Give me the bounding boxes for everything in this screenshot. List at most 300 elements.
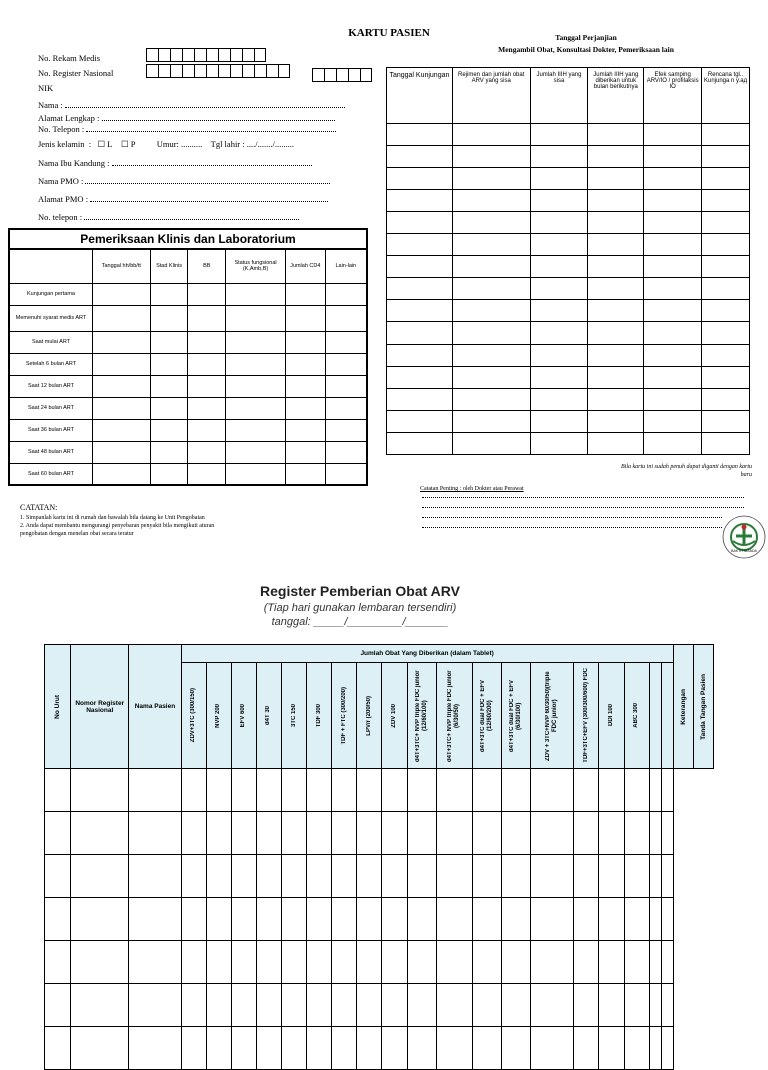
clinical-cell[interactable] [93,375,151,397]
visit-cell[interactable] [452,367,530,389]
visit-cell[interactable] [387,146,453,168]
alamat-field[interactable]: Alamat Lengkap : [38,112,335,124]
register-cell[interactable] [282,812,307,855]
register-cell[interactable] [649,984,661,1027]
rekam-medis-boxes[interactable] [146,48,266,62]
gender-l-checkbox[interactable]: ☐ L [97,139,113,149]
visit-cell[interactable] [530,278,588,300]
visit-cell[interactable] [702,411,750,433]
visit-cell[interactable] [452,433,530,455]
clinical-cell[interactable] [93,419,151,441]
visit-cell[interactable] [387,212,453,234]
register-cell[interactable] [407,984,436,1027]
clinical-cell[interactable] [325,419,367,441]
visit-cell[interactable] [588,389,644,411]
register-cell[interactable] [599,984,624,1027]
visit-cell[interactable] [702,433,750,455]
telepon-field[interactable]: No. Telepon : [38,123,336,135]
register-cell[interactable] [357,812,382,855]
register-cell[interactable] [181,984,206,1027]
visit-cell[interactable] [387,168,453,190]
clinical-cell[interactable] [150,463,188,485]
clinical-cell[interactable] [285,463,325,485]
register-cell[interactable] [332,1027,357,1070]
register-cell[interactable] [472,1027,501,1070]
visit-cell[interactable] [588,146,644,168]
register-cell[interactable] [436,941,472,984]
ibu-field[interactable]: Nama Ibu Kandung : [38,157,312,169]
register-cell[interactable] [45,855,71,898]
register-cell[interactable] [531,941,574,984]
register-cell[interactable] [574,984,599,1027]
register-cell[interactable] [129,941,181,984]
register-cell[interactable] [45,898,71,941]
register-cell[interactable] [382,898,407,941]
register-cell[interactable] [282,984,307,1027]
clinical-cell[interactable] [285,441,325,463]
register-cell[interactable] [307,769,332,812]
visit-cell[interactable] [452,300,530,322]
register-cell[interactable] [382,984,407,1027]
clinical-cell[interactable] [150,353,188,375]
visit-cell[interactable] [702,146,750,168]
register-cell[interactable] [71,984,129,1027]
register-cell[interactable] [407,898,436,941]
register-cell[interactable] [129,984,181,1027]
visit-cell[interactable] [452,124,530,146]
visit-cell[interactable] [387,345,453,367]
clinical-cell[interactable] [150,419,188,441]
register-cell[interactable] [624,1027,649,1070]
visit-cell[interactable] [644,146,702,168]
clinical-cell[interactable] [188,305,226,331]
visit-cell[interactable] [702,278,750,300]
visit-cell[interactable] [588,322,644,345]
register-cell[interactable] [307,941,332,984]
visit-cell[interactable] [530,411,588,433]
clinical-cell[interactable] [226,283,286,305]
clinical-cell[interactable] [93,397,151,419]
visit-cell[interactable] [387,322,453,345]
register-cell[interactable] [256,898,281,941]
register-cell[interactable] [256,941,281,984]
register-cell[interactable] [574,941,599,984]
register-cell[interactable] [436,812,472,855]
visit-cell[interactable] [588,300,644,322]
register-cell[interactable] [407,855,436,898]
visit-cell[interactable] [588,345,644,367]
register-cell[interactable] [661,941,673,984]
register-cell[interactable] [282,1027,307,1070]
visit-cell[interactable] [702,190,750,212]
register-cell[interactable] [624,984,649,1027]
visit-cell[interactable] [387,389,453,411]
register-cell[interactable] [501,941,530,984]
clinical-cell[interactable] [325,441,367,463]
clinical-cell[interactable] [188,463,226,485]
register-cell[interactable] [181,812,206,855]
register-cell[interactable] [71,769,129,812]
visit-cell[interactable] [644,124,702,146]
register-cell[interactable] [599,1027,624,1070]
register-cell[interactable] [472,855,501,898]
register-cell[interactable] [531,984,574,1027]
clinical-cell[interactable] [325,305,367,331]
register-cell[interactable] [256,769,281,812]
visit-cell[interactable] [452,278,530,300]
visit-cell[interactable] [702,256,750,278]
register-cell[interactable] [256,1027,281,1070]
register-cell[interactable] [307,812,332,855]
visit-cell[interactable] [452,389,530,411]
visit-cell[interactable] [530,256,588,278]
register-cell[interactable] [357,1027,382,1070]
clinical-cell[interactable] [226,331,286,353]
register-cell[interactable] [206,941,231,984]
register-cell[interactable] [661,984,673,1027]
visit-cell[interactable] [588,256,644,278]
register-cell[interactable] [129,769,181,812]
visit-cell[interactable] [452,146,530,168]
visit-cell[interactable] [387,433,453,455]
register-cell[interactable] [574,1027,599,1070]
register-cell[interactable] [45,769,71,812]
register-cell[interactable] [282,941,307,984]
visit-cell[interactable] [702,168,750,190]
visit-cell[interactable] [387,234,453,256]
register-cell[interactable] [231,1027,256,1070]
clinical-cell[interactable] [188,353,226,375]
register-cell[interactable] [256,855,281,898]
register-cell[interactable] [332,941,357,984]
register-cell[interactable] [45,941,71,984]
register-cell[interactable] [501,898,530,941]
clinical-cell[interactable] [325,375,367,397]
visit-cell[interactable] [452,212,530,234]
register-cell[interactable] [181,855,206,898]
register-cell[interactable] [129,1027,181,1070]
register-cell[interactable] [574,855,599,898]
clinical-cell[interactable] [325,463,367,485]
register-cell[interactable] [599,898,624,941]
visit-cell[interactable] [644,212,702,234]
register-cell[interactable] [436,898,472,941]
visit-cell[interactable] [530,345,588,367]
gender-p-checkbox[interactable]: ☐ P [120,139,136,149]
visit-cell[interactable] [644,367,702,389]
register-cell[interactable] [436,1027,472,1070]
register-cell[interactable] [357,855,382,898]
register-cell[interactable] [71,855,129,898]
register-cell[interactable] [624,855,649,898]
visit-cell[interactable] [588,124,644,146]
register-cell[interactable] [332,984,357,1027]
register-cell[interactable] [624,941,649,984]
register-date-line[interactable]: tanggal: _____/_________/_______ [271,616,449,628]
visit-cell[interactable] [644,433,702,455]
visit-cell[interactable] [588,367,644,389]
clinical-cell[interactable] [150,397,188,419]
telepon2-field[interactable]: No. telepon : [38,211,299,223]
register-cell[interactable] [206,812,231,855]
visit-cell[interactable] [387,367,453,389]
visit-cell[interactable] [702,300,750,322]
register-cell[interactable] [599,941,624,984]
register-cell[interactable] [649,812,661,855]
visit-cell[interactable] [588,212,644,234]
clinical-cell[interactable] [325,331,367,353]
nama-field[interactable]: Nama : [38,99,345,111]
visit-cell[interactable] [452,345,530,367]
register-cell[interactable] [307,898,332,941]
register-cell[interactable] [45,984,71,1027]
register-cell[interactable] [382,812,407,855]
register-cell[interactable] [649,769,661,812]
register-cell[interactable] [407,812,436,855]
visit-cell[interactable] [644,389,702,411]
register-cell[interactable] [357,984,382,1027]
register-cell[interactable] [472,812,501,855]
register-cell[interactable] [282,769,307,812]
register-cell[interactable] [282,855,307,898]
clinical-cell[interactable] [93,463,151,485]
visit-cell[interactable] [702,345,750,367]
register-boxes[interactable] [146,64,290,78]
visit-cell[interactable] [452,322,530,345]
clinical-cell[interactable] [93,331,151,353]
clinical-cell[interactable] [188,375,226,397]
visit-cell[interactable] [452,411,530,433]
register-extra-boxes[interactable] [312,68,372,82]
clinical-cell[interactable] [285,305,325,331]
visit-cell[interactable] [588,278,644,300]
register-cell[interactable] [661,898,673,941]
register-cell[interactable] [71,941,129,984]
register-cell[interactable] [307,984,332,1027]
register-cell[interactable] [332,898,357,941]
register-cell[interactable] [231,984,256,1027]
visit-cell[interactable] [644,278,702,300]
clinical-cell[interactable] [188,331,226,353]
register-cell[interactable] [599,769,624,812]
visit-cell[interactable] [644,190,702,212]
visit-cell[interactable] [702,389,750,411]
register-cell[interactable] [472,941,501,984]
register-cell[interactable] [574,769,599,812]
register-cell[interactable] [181,769,206,812]
visit-cell[interactable] [588,433,644,455]
tgl-lahir-field[interactable]: Tgl lahir : ..../......./......... [210,139,294,149]
visit-cell[interactable] [644,322,702,345]
visit-cell[interactable] [588,168,644,190]
register-cell[interactable] [436,769,472,812]
register-cell[interactable] [501,855,530,898]
register-cell[interactable] [71,898,129,941]
clinical-cell[interactable] [150,375,188,397]
register-cell[interactable] [231,898,256,941]
clinical-cell[interactable] [285,331,325,353]
clinical-cell[interactable] [285,397,325,419]
clinical-cell[interactable] [93,441,151,463]
register-cell[interactable] [661,855,673,898]
visit-cell[interactable] [644,234,702,256]
clinical-cell[interactable] [188,441,226,463]
clinical-cell[interactable] [226,353,286,375]
visit-cell[interactable] [702,124,750,146]
register-cell[interactable] [531,898,574,941]
register-cell[interactable] [436,984,472,1027]
visit-cell[interactable] [530,168,588,190]
register-cell[interactable] [531,1027,574,1070]
clinical-cell[interactable] [150,331,188,353]
visit-cell[interactable] [387,124,453,146]
visit-cell[interactable] [702,212,750,234]
note-line[interactable] [422,527,722,528]
clinical-cell[interactable] [285,283,325,305]
register-cell[interactable] [624,812,649,855]
register-cell[interactable] [472,984,501,1027]
clinical-cell[interactable] [226,441,286,463]
register-cell[interactable] [181,941,206,984]
visit-cell[interactable] [530,146,588,168]
register-cell[interactable] [501,1027,530,1070]
register-cell[interactable] [407,1027,436,1070]
register-cell[interactable] [649,898,661,941]
register-cell[interactable] [661,1027,673,1070]
register-cell[interactable] [649,941,661,984]
note-line[interactable] [422,497,744,498]
clinical-cell[interactable] [188,419,226,441]
visit-cell[interactable] [530,322,588,345]
register-cell[interactable] [357,769,382,812]
umur-field[interactable]: Umur: .......... [156,139,203,149]
visit-cell[interactable] [530,433,588,455]
register-cell[interactable] [256,812,281,855]
register-cell[interactable] [206,769,231,812]
register-cell[interactable] [649,855,661,898]
register-cell[interactable] [407,769,436,812]
visit-cell[interactable] [702,367,750,389]
clinical-cell[interactable] [325,397,367,419]
register-cell[interactable] [129,812,181,855]
clinical-cell[interactable] [285,375,325,397]
register-cell[interactable] [661,769,673,812]
clinical-cell[interactable] [325,283,367,305]
visit-cell[interactable] [644,256,702,278]
visit-cell[interactable] [387,278,453,300]
register-cell[interactable] [624,769,649,812]
register-cell[interactable] [531,812,574,855]
register-cell[interactable] [181,898,206,941]
register-cell[interactable] [574,898,599,941]
visit-cell[interactable] [702,322,750,345]
register-cell[interactable] [231,855,256,898]
register-cell[interactable] [472,898,501,941]
visit-cell[interactable] [452,190,530,212]
register-cell[interactable] [45,1027,71,1070]
clinical-cell[interactable] [150,305,188,331]
register-cell[interactable] [71,812,129,855]
clinical-cell[interactable] [93,353,151,375]
register-cell[interactable] [206,984,231,1027]
visit-cell[interactable] [452,234,530,256]
register-cell[interactable] [307,855,332,898]
register-cell[interactable] [599,855,624,898]
visit-cell[interactable] [387,256,453,278]
register-cell[interactable] [407,941,436,984]
register-cell[interactable] [282,898,307,941]
register-cell[interactable] [206,1027,231,1070]
clinical-cell[interactable] [226,305,286,331]
register-cell[interactable] [231,941,256,984]
register-cell[interactable] [231,769,256,812]
register-cell[interactable] [382,769,407,812]
visit-cell[interactable] [530,234,588,256]
visit-cell[interactable] [387,190,453,212]
register-cell[interactable] [307,1027,332,1070]
register-cell[interactable] [357,941,382,984]
register-cell[interactable] [256,984,281,1027]
visit-cell[interactable] [530,212,588,234]
visit-cell[interactable] [452,168,530,190]
visit-cell[interactable] [387,411,453,433]
visit-cell[interactable] [588,411,644,433]
alamat-pmo-field[interactable]: Alamat PMO : [38,193,328,205]
visit-cell[interactable] [644,300,702,322]
clinical-cell[interactable] [93,305,151,331]
clinical-cell[interactable] [226,419,286,441]
register-cell[interactable] [382,855,407,898]
register-cell[interactable] [501,984,530,1027]
visit-cell[interactable] [644,411,702,433]
register-cell[interactable] [501,812,530,855]
register-cell[interactable] [206,855,231,898]
clinical-cell[interactable] [325,353,367,375]
visit-cell[interactable] [530,367,588,389]
register-cell[interactable] [649,1027,661,1070]
visit-cell[interactable] [530,300,588,322]
register-cell[interactable] [45,812,71,855]
register-cell[interactable] [501,769,530,812]
register-cell[interactable] [129,898,181,941]
register-cell[interactable] [531,769,574,812]
visit-cell[interactable] [387,300,453,322]
register-cell[interactable] [206,898,231,941]
visit-cell[interactable] [588,190,644,212]
register-cell[interactable] [472,769,501,812]
clinical-cell[interactable] [226,397,286,419]
clinical-cell[interactable] [150,283,188,305]
visit-cell[interactable] [530,389,588,411]
visit-cell[interactable] [530,124,588,146]
visit-cell[interactable] [530,190,588,212]
register-cell[interactable] [436,855,472,898]
register-cell[interactable] [71,1027,129,1070]
register-cell[interactable] [661,812,673,855]
register-cell[interactable] [181,1027,206,1070]
register-cell[interactable] [599,812,624,855]
clinical-cell[interactable] [226,375,286,397]
register-cell[interactable] [382,1027,407,1070]
register-cell[interactable] [129,855,181,898]
pmo-field[interactable]: Nama PMO : [38,175,330,187]
register-cell[interactable] [382,941,407,984]
visit-cell[interactable] [644,168,702,190]
visit-cell[interactable] [644,345,702,367]
clinical-cell[interactable] [188,397,226,419]
register-cell[interactable] [531,855,574,898]
clinical-cell[interactable] [285,353,325,375]
